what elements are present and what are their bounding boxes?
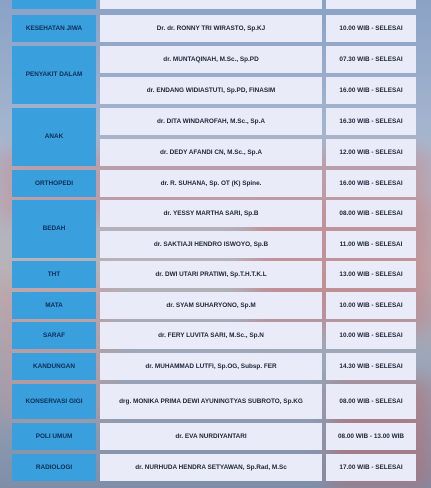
practice-time-cell: 16.30 WIB - SELESAI <box>326 108 416 135</box>
header-strip-doctor <box>100 0 322 9</box>
doctor-name-cell: dr. DITA WINDAROFAH, M.Sc., Sp.A <box>100 108 322 135</box>
practice-time-cell: 08.00 WIB - SELESAI <box>326 200 416 227</box>
department-cell: THT <box>12 261 96 288</box>
header-strip-time <box>326 0 416 9</box>
doctor-name-cell: dr. ENDANG WIDIASTUTI, Sp.PD, FINASIM <box>100 77 322 104</box>
doctor-name-cell: dr. SAKTIAJI HENDRO ISWOYO, Sp.B <box>100 231 322 258</box>
doctor-name-cell: Dr. dr. RONNY TRI WIRASTO, Sp.KJ <box>100 15 322 42</box>
practice-time-cell: 10.00 WIB - SELESAI <box>326 15 416 42</box>
practice-time-cell: 13.00 WIB - SELESAI <box>326 261 416 288</box>
practice-time-cell: 11.00 WIB - SELESAI <box>326 231 416 258</box>
department-cell: POLI UMUM <box>12 423 96 450</box>
department-cell: ORTHOPEDI <box>12 170 96 197</box>
department-cell: MATA <box>12 292 96 319</box>
practice-time-cell: 12.00 WIB - SELESAI <box>326 139 416 166</box>
department-cell: KESEHATAN JIWA <box>12 15 96 42</box>
doctor-name-cell: dr. MUHAMMAD LUTFI, Sp.OG, Subsp. FER <box>100 353 322 380</box>
doctor-name-cell: dr. SYAM SUHARYONO, Sp.M <box>100 292 322 319</box>
practice-time-cell: 17.00 WIB - SELESAI <box>326 454 416 481</box>
doctor-name-cell: dr. DWI UTARI PRATIWI, Sp.T.H.T.K.L <box>100 261 322 288</box>
department-cell: RADIOLOGI <box>12 454 96 481</box>
practice-time-cell: 07.30 WIB - SELESAI <box>326 46 416 73</box>
doctor-name-cell: dr. YESSY MARTHA SARI, Sp.B <box>100 200 322 227</box>
department-cell: KANDUNGAN <box>12 353 96 380</box>
doctor-name-cell: dr. EVA NURDIYANTARI <box>100 423 322 450</box>
practice-time-cell: 10.00 WIB - SELESAI <box>326 322 416 349</box>
department-cell: SARAF <box>12 322 96 349</box>
header-strip-department <box>12 0 96 9</box>
doctor-name-cell: dr. FERY LUVITA SARI, M.Sc., Sp.N <box>100 322 322 349</box>
doctor-name-cell: dr. MUNTAQINAH, M.Sc., Sp.PD <box>100 46 322 73</box>
practice-time-cell: 10.00 WIB - SELESAI <box>326 292 416 319</box>
practice-time-cell: 14.30 WIB - SELESAI <box>326 353 416 380</box>
doctor-name-cell: drg. MONIKA PRIMA DEWI AYUNINGTYAS SUBROTO, Sp.KG <box>100 384 322 419</box>
practice-time-cell: 08.00 WIB - 13.00 WIB <box>326 423 416 450</box>
doctor-name-cell: dr. NURHUDA HENDRA SETYAWAN, Sp.Rad, M.Sc <box>100 454 322 481</box>
department-cell: PENYAKIT DALAM <box>12 46 96 104</box>
practice-time-cell: 08.00 WIB - SELESAI <box>326 384 416 419</box>
practice-time-cell: 16.00 WIB - SELESAI <box>326 77 416 104</box>
doctor-name-cell: dr. DEDY AFANDI CN, M.Sc., Sp.A <box>100 139 322 166</box>
doctor-name-cell: dr. R. SUHANA, Sp. OT (K) Spine. <box>100 170 322 197</box>
department-cell: KONSERVASI GIGI <box>12 384 96 419</box>
department-cell: BEDAH <box>12 200 96 258</box>
department-cell: ANAK <box>12 108 96 166</box>
practice-time-cell: 16.00 WIB - SELESAI <box>326 170 416 197</box>
